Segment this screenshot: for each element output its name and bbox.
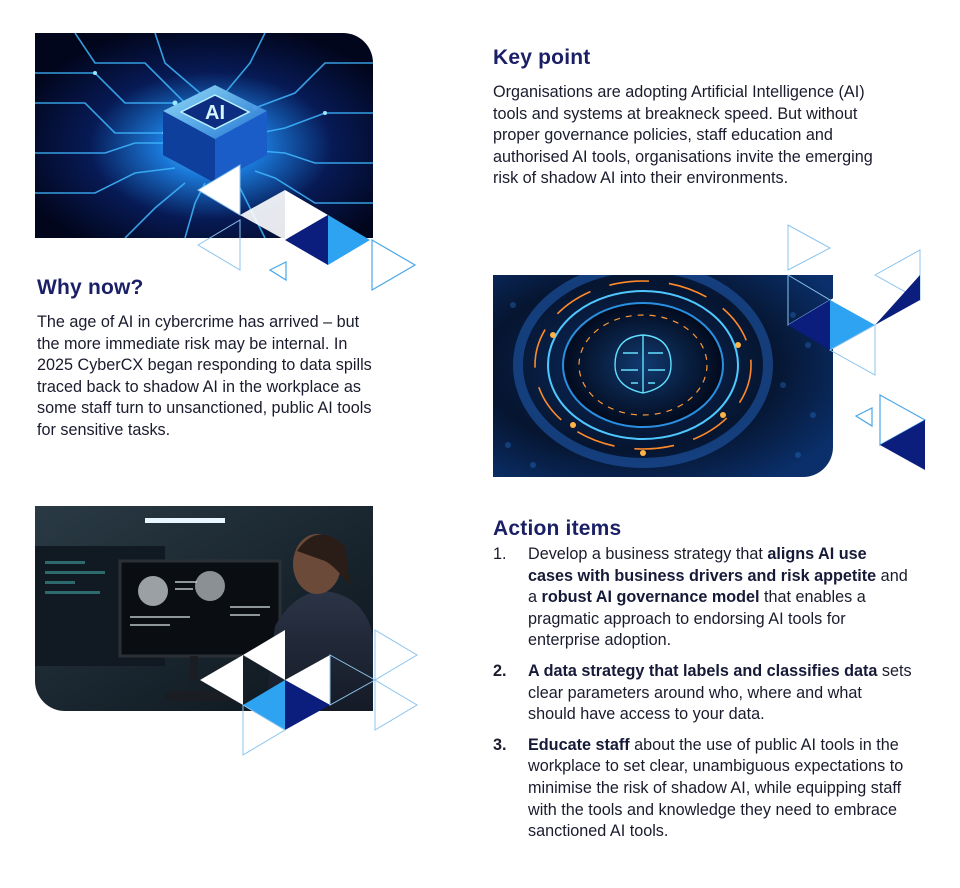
triangle-decoration-3 xyxy=(195,625,425,765)
action-items-heading: Action items xyxy=(493,517,622,540)
triangle-decoration-1 xyxy=(190,160,430,300)
action-item xyxy=(493,735,913,843)
key-point-body: Organisations are adopting Artificial Intelligence (AI) tools and systems at breakneck speed. But without proper governance policies, staff education and authorised AI tools, organisations invite the emerging risk of shadow AI into their environments. xyxy=(493,83,873,188)
action-item xyxy=(493,544,913,652)
action-item-number: 3. xyxy=(493,735,507,754)
action-item-number: 1. xyxy=(493,545,507,563)
why-now-heading: Why now? xyxy=(37,276,144,299)
action-item-text: Develop a business strategy that aligns AI use cases with business drivers and risk appetite and a robust AI governance model that enables a pragmatic approach to endorsing AI tools for enterprise adoption. xyxy=(528,545,908,650)
action-item-text: Educate staff about the use of public AI tools in the workplace to set clear, unambiguous expectations to minimise the risk of shadow AI, while equipping staff with the tools and knowledge they need to embrace sanctioned AI tools. xyxy=(528,735,904,841)
why-now-body: The age of AI in cybercrime has arrived – but the more immediate risk may be internal. In 2025 CyberCX began responding to data spills traced back to shadow AI in the workplace as some staff turn to unsanctioned, public AI tools for sensitive tasks. xyxy=(37,313,372,439)
key-point-heading: Key point xyxy=(493,46,591,69)
triangle-decoration-2 xyxy=(780,220,930,480)
action-item xyxy=(493,661,913,726)
action-item-text: A data strategy that labels and classifies data sets clear parameters around who, where and what should have access to your data. xyxy=(528,661,912,724)
action-item-number: 2. xyxy=(493,661,507,680)
action-items-list xyxy=(493,544,913,852)
chip-label: AI xyxy=(205,102,225,124)
